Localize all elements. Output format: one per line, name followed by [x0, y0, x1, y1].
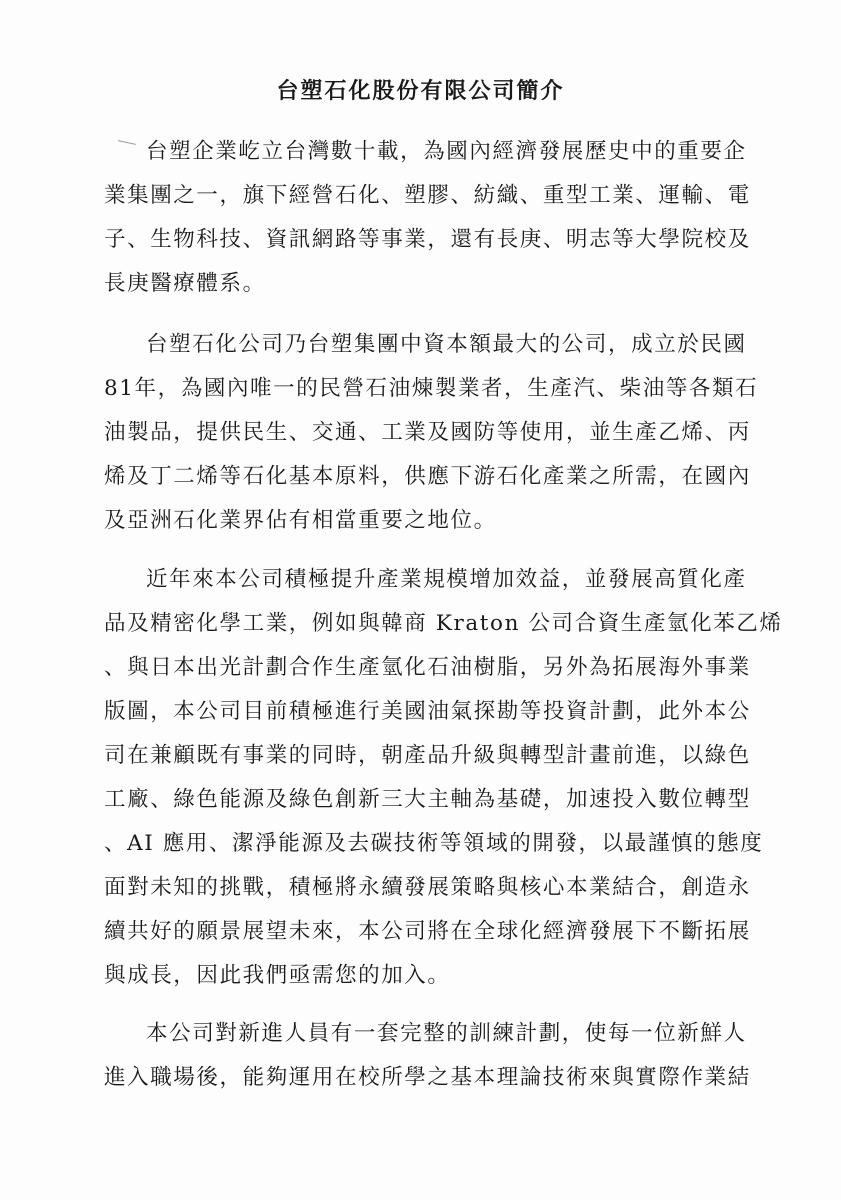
paragraph-line: 子、生物科技、資訊網路等事業，還有長庚、明志等大學院校及 [104, 227, 751, 252]
paragraph-line: 烯及丁二烯等石化基本原料，供應下游石化產業之所需，在國內 [104, 464, 751, 489]
document-title: 台塑石化股份有限公司簡介 [276, 78, 565, 104]
paragraph-line: 與成長，因此我們亟需您的加入。 [104, 963, 451, 988]
paragraph-line: 司在兼顧既有事業的同時，朝產品升級與轉型計畫前進，以綠色 [104, 743, 751, 768]
paragraph-line: 長庚醫療體系。 [104, 271, 266, 296]
paragraph-line: 、AI 應用、潔淨能源及去碳技術等領域的開發，以最謹慎的態度 [104, 831, 764, 856]
paragraph-line: 工廠、綠色能源及綠色創新三大主軸為基礎，加速投入數位轉型 [104, 787, 751, 812]
paragraph-line: 本公司對新進人員有一套完整的訓練計劃，使每一位新鮮人 [146, 1021, 747, 1046]
paragraph-line: 進入職場後，能夠運用在校所學之基本理論技術來與實際作業結 [104, 1065, 751, 1090]
paragraph-line: 、與日本出光計劃合作生產氫化石油樹脂，另外為拓展海外事業 [104, 655, 751, 680]
paragraph-recent-development [104, 558, 783, 998]
paragraph-line: 版圖，本公司目前積極進行美國油氣探勘等投資計劃，此外本公 [104, 699, 751, 724]
paragraph-line: 品及精密化學工業，例如與韓商 Kraton 公司合資生產氫化苯乙烯 [104, 611, 783, 636]
paragraph-line: 面對未知的挑戰，積極將永續發展策略與核心本業結合，創造永 [104, 875, 751, 900]
paragraph-line: 台塑石化公司乃台塑集團中資本額最大的公司，成立於民國 [146, 332, 747, 357]
paragraph-line: 業集團之一，旗下經營石化、塑膠、紡織、重型工業、運輸、電 [104, 183, 751, 208]
paragraph-company-intro [104, 323, 759, 543]
paragraph-line: 油製品，提供民生、交通、工業及國防等使用，並生產乙烯、丙 [104, 420, 751, 445]
paragraph-company-group [104, 130, 754, 306]
paragraph-line: 及亞洲石化業界佔有相當重要之地位。 [104, 508, 497, 533]
paragraph-line: 81年，為國內唯一的民營石油煉製業者，生產汽、柴油等各類石 [104, 376, 759, 401]
paragraph-training-plan [104, 1012, 754, 1100]
paragraph-line: 台塑企業屹立台灣數十載，為國內經濟發展歷史中的重要企 [146, 139, 747, 164]
paragraph-line: 續共好的願景展望未來，本公司將在全球化經濟發展下不斷拓展 [104, 919, 751, 944]
paragraph-line: 近年來本公司積極提升產業規模增加效益，並發展高質化產 [146, 567, 747, 592]
